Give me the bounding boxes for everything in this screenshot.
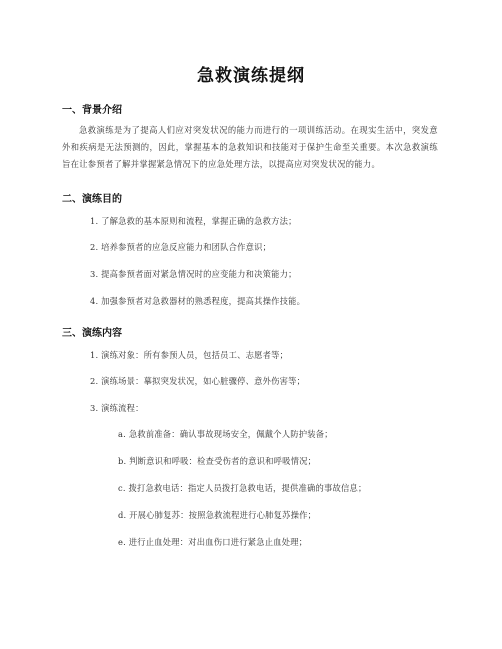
document-title: 急救演练提纲 [197,66,305,86]
section-heading-background: 一、背景介绍 [62,105,122,116]
sub-list-item: b. 判断意识和呼吸：检查受伤者的意识和呼吸情况； [118,456,317,466]
sub-list-item: c. 拨打急救电话：指定人员拨打急救电话，提供准确的事故信息； [118,483,367,493]
section-heading-content: 三、演练内容 [62,328,122,339]
list-item: 3. 演练流程： [90,403,144,413]
list-item: 3. 提高参预者面对紧急情况时的应变能力和决策能力； [90,269,297,279]
sub-list-item: e. 进行止血处理：对出血伤口进行紧急止血处理； [118,537,308,547]
section-heading-purpose: 二、演练目的 [62,194,122,205]
background-paragraph: 急救演练是为了提高人们应对突发状况的能力而进行的一项训练活动。在现实生活中，突发意外和疾病是无法预测的，因此，掌握基本的急救知识和技能对于保护生命至关重要。本次急救演练旨在让参预者了解并掌握紧急情况下的应急处理方法，以提高应对突发状况的能力。 [62,125,438,169]
sub-list-item: d. 开展心肺复苏：按照急救流程进行心肺复苏操作； [118,510,317,520]
list-item: 2. 培养参预者的应急反应能力和团队合作意识； [90,242,272,252]
list-item: 4. 加强参预者对急救器材的熟悉程度，提高其操作技能。 [90,296,306,306]
sub-list-item: a. 急救前准备：确认事故现场安全，佩戴个人防护装备； [118,429,333,439]
list-item: 2. 演练场景：摹拟突发状况，如心脏骤停、意外伤害等； [90,376,306,386]
list-item: 1. 了解急救的基本原则和流程，掌握正确的急救方法； [90,216,297,226]
list-item: 1. 演练对象：所有参预人员，包括员工、志愿者等； [90,350,289,360]
